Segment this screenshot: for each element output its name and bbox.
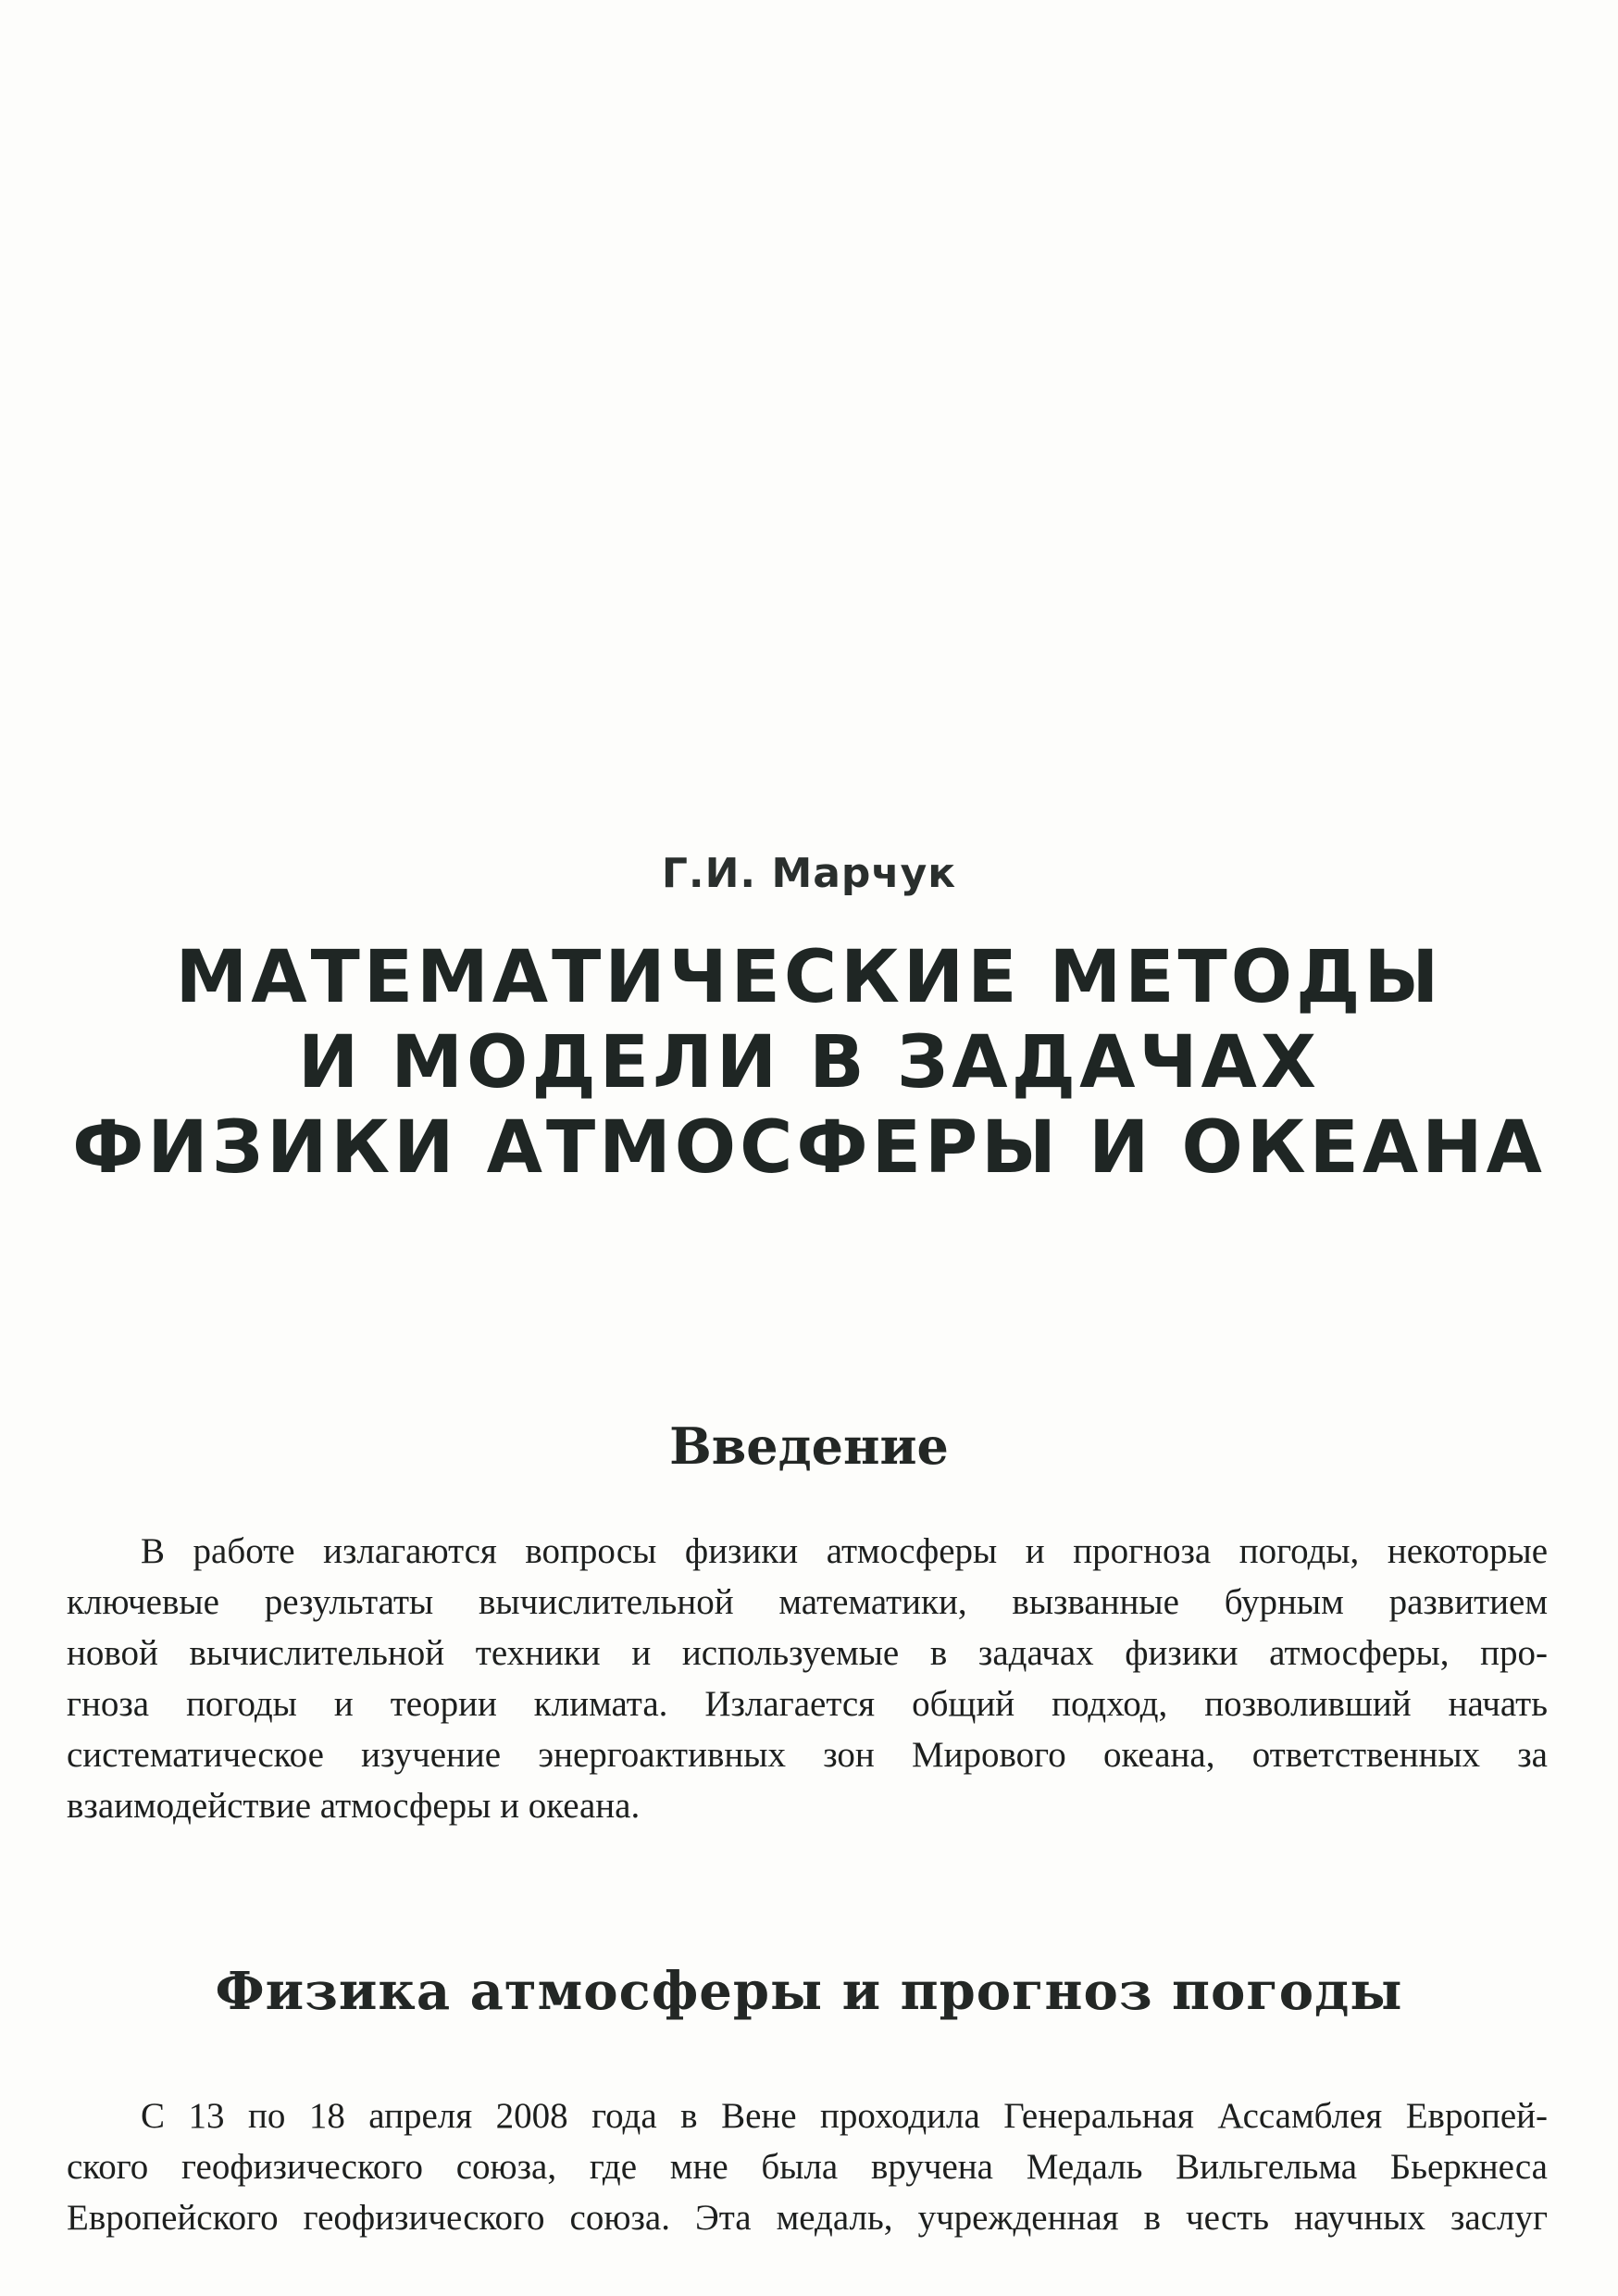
paragraph-line: ского геофизического союза, где мне была вручена Медаль Вильгельма Бьеркнеса <box>67 2147 1548 2187</box>
title-line: И МОДЕЛИ В ЗАДАЧАХ <box>297 1021 1321 1104</box>
introduction-heading: Введение <box>669 1416 949 1476</box>
author-name: Г.И. Марчук <box>661 850 957 897</box>
paragraph-line: систематическое изучение энергоактивных зон Мирового океана, ответственных за <box>67 1735 1548 1775</box>
physics-paragraph <box>67 2090 1548 2243</box>
introduction-paragraph <box>67 1526 1548 1831</box>
paragraph-line: В работе излагаются вопросы физики атмосферы и прогноза погоды, некоторые <box>141 1531 1548 1571</box>
paragraph-line: Европейского геофизического союза. Эта медаль, учрежденная в честь научных заслуг <box>67 2198 1548 2238</box>
paragraph-line: взаимодействие атмосферы и океана. <box>67 1786 641 1826</box>
paragraph-line: гноза погоды и теории климата. Излагается общий подход, позволивший начать <box>67 1684 1548 1724</box>
article-title <box>0 935 1618 1191</box>
title-line: ФИЗИКИ АТМОСФЕРЫ И ОКЕАНА <box>72 1106 1546 1190</box>
paragraph-line: С 13 по 18 апреля 2008 года в Вене проходила Генеральная Ассамблея Европей- <box>141 2096 1548 2136</box>
title-line: МАТЕМАТИЧЕСКИЕ МЕТОДЫ <box>175 936 1443 1019</box>
paragraph-line: ключевые результаты вычислительной математики, вызванные бурным развитием <box>67 1582 1548 1622</box>
paragraph-line: новой вычислительной техники и используемые в задачах физики атмосферы, про- <box>67 1633 1548 1673</box>
physics-section-heading: Физика атмосферы и прогноз погоды <box>215 1961 1403 2022</box>
